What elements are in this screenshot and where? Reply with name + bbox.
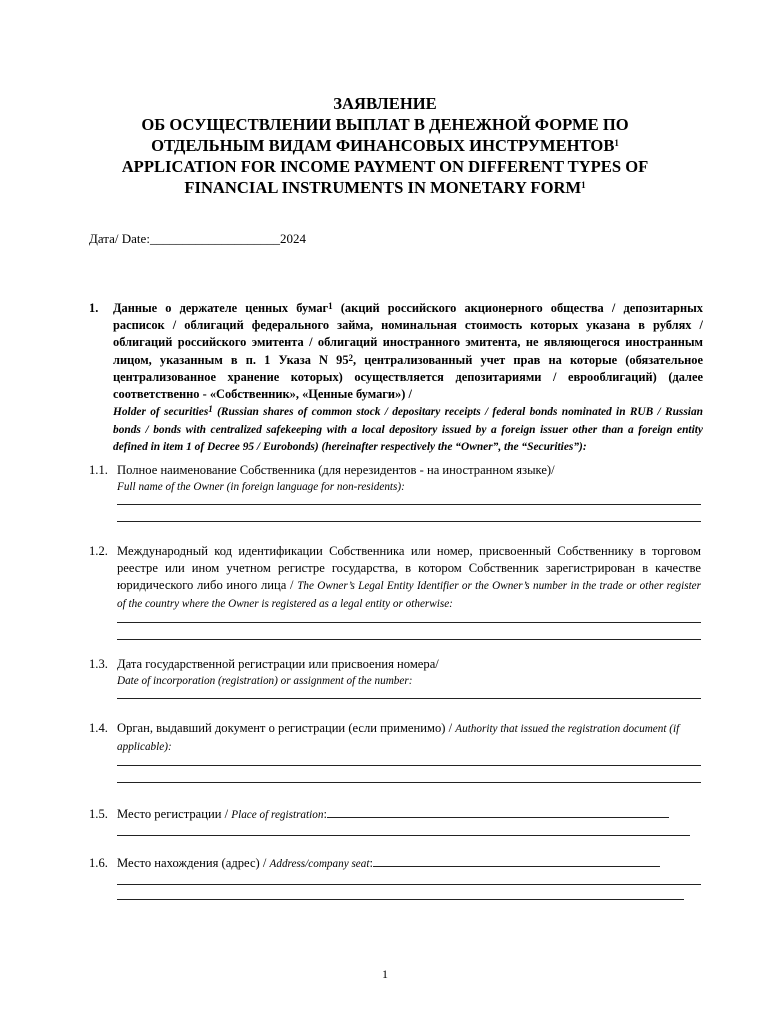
- item-number: 1.2.: [89, 544, 108, 558]
- item-label-en: Date of incorporation (registration) or assignment of the number:: [117, 675, 413, 687]
- section-1-owner-data: [89, 300, 703, 455]
- section-number: 1.: [89, 301, 99, 315]
- fill-in-line[interactable]: [117, 765, 701, 766]
- item-1-2-identifier: [89, 543, 701, 640]
- item-label-ru: Орган, выдавший документ о регистрации (если применимо) /: [117, 721, 456, 735]
- fill-in-line[interactable]: [117, 698, 701, 699]
- item-label-ru: Полное наименование Собственника (для нерезидентов - на иностранном языке)/: [117, 463, 555, 477]
- item-label-ru: Место нахождения (адрес) /: [117, 856, 270, 870]
- item-number: 1.6.: [89, 856, 108, 870]
- document-title: [60, 93, 710, 198]
- item-label-en: The Owner’s Legal Entity Identifier or the Owner’s number in the trade or other register of the country where the Owner is registered as a legal entity or otherwise:: [117, 580, 701, 610]
- item-number: 1.4.: [89, 721, 108, 735]
- item-1-1-full-name: [89, 462, 701, 522]
- date-line: [89, 231, 306, 247]
- item-number: 1.3.: [89, 657, 108, 671]
- fill-in-line[interactable]: [117, 782, 701, 783]
- date-year: 2024: [279, 231, 306, 246]
- item-label-ru: Международный код идентификации Собственника или номер, присвоенный Собственнику в торговом реестре или ином учетном регистре государства, в котором Собственник зарегистрирован в качестве юридического либо иного лица /: [117, 544, 701, 592]
- section-1-text-en: Holder of securities$^1$ (Russian shares of common stock / depositary receipts / federal bonds nominated in RUB / Russian bonds / bonds with centralized safekeeping with a local depository issued by a foreign issuer other than a foreign entity defined in item 1 of Decree 95 / Eurobonds) (hereinafter respectively the “Owner”, the “Securities”):: [113, 404, 703, 454]
- date-label: Дата/ Date:: [89, 231, 150, 246]
- item-label-en: Place of registration: [231, 809, 324, 821]
- title-line-en-1: APPLICATION FOR INCOME PAYMENT ON DIFFERENT TYPES OF: [121, 157, 649, 176]
- item-number: 1.1.: [89, 463, 108, 477]
- item-label-en: Address/company seat: [269, 858, 370, 870]
- date-field[interactable]: ____________________: [149, 231, 280, 246]
- section-1-text-ru: Данные о держателе ценных бумаг$^1$ (акций российского акционерного общества / депозитарных расписок / облигаций федерального займа, номинальная стоимость которых указана в рублях / облигаций российского эмитента / облигаций иностранного эмитента, не являющегося иностранным лицом, указанным в п. 1 Указа N $95^2$, централизованный учет прав на которые (обязательное централизованное хранение которых) осуществляется депозитариями / еврооблигаций) (далее соответственно - «Собственник», «Ценные бумаги») /: [113, 301, 704, 402]
- fill-in-line[interactable]: [117, 521, 701, 522]
- fill-in-line[interactable]: [373, 856, 660, 867]
- item-number: 1.5.: [89, 807, 108, 821]
- fill-in-line[interactable]: [117, 884, 701, 885]
- fill-in-line[interactable]: [117, 622, 701, 623]
- item-1-4-registration-authority: [89, 720, 701, 783]
- fill-in-line[interactable]: [117, 639, 701, 640]
- item-1-3-registration-date: [89, 656, 701, 699]
- fill-in-line[interactable]: [117, 504, 701, 505]
- title-line-ru-1: ЗАЯВЛЕНИЕ: [333, 94, 437, 113]
- item-label-en: Authority that issued the registration document (if applicable):: [117, 723, 680, 753]
- title-line-ru-2: ОБ ОСУЩЕСТВЛЕНИИ ВЫПЛАТ В ДЕНЕЖНОЙ ФОРМЕ ПО: [141, 115, 629, 134]
- title-line-en-2: FINANCIAL INSTRUMENTS IN MONETARY FORM$^1$: [184, 178, 586, 197]
- footnote-mark: 1: [614, 138, 619, 148]
- fill-in-line[interactable]: [117, 835, 690, 836]
- item-1-5-place-of-registration: 1.5. Место регистрации / Place of registration:: [89, 806, 701, 836]
- title-line-ru-3: ОТДЕЛЬНЫМ ВИДАМ ФИНАНСОВЫХ ИНСТРУМЕНТОВ$^1$: [151, 136, 619, 155]
- item-label-en: Full name of the Owner (in foreign language for non-residents):: [117, 481, 405, 493]
- footnote-mark: 1: [581, 180, 586, 190]
- item-label-ru: Дата государственной регистрации или присвоения номера/: [117, 657, 439, 671]
- page-number: 1: [382, 967, 388, 981]
- fill-in-line[interactable]: [327, 807, 669, 818]
- item-1-6-address: 1.6. Место нахождения (адрес) / Address/company seat:: [89, 855, 701, 900]
- item-label-ru: Место регистрации /: [117, 807, 232, 821]
- fill-in-line[interactable]: [117, 899, 684, 900]
